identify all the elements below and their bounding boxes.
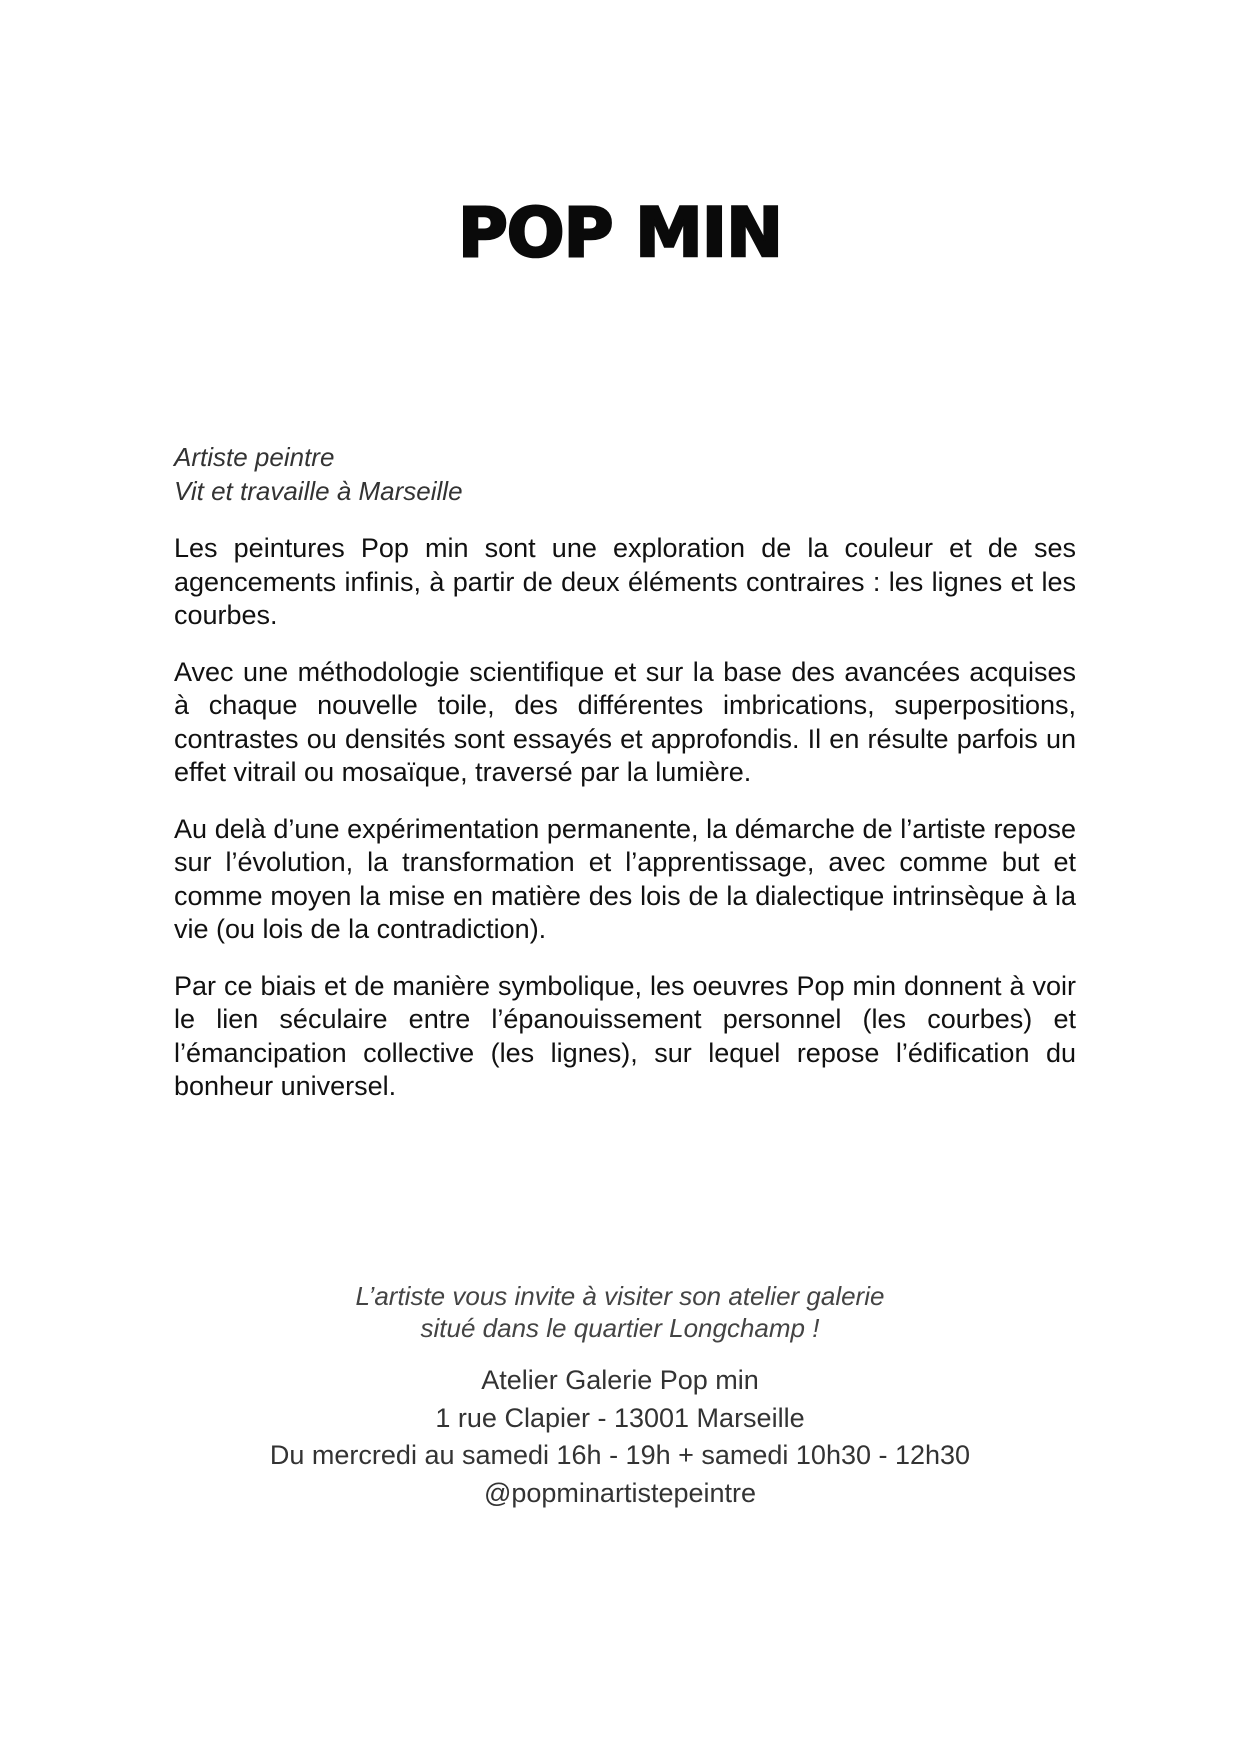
- artist-intro: [174, 440, 1074, 508]
- artist-role: Artiste peintre: [174, 442, 335, 472]
- paragraph: Les peintures Pop min sont une exploration de la couleur et de ses agencements infinis, à partir de deux éléments contraires : les lignes et les courbes.: [174, 533, 1076, 630]
- artist-statement: [174, 532, 1076, 1127]
- gallery-address: 1 rue Clapier - 13001 Marseille: [435, 1402, 805, 1433]
- gallery-name: Atelier Galerie Pop min: [481, 1365, 759, 1395]
- paragraph: Par ce biais et de manière symbolique, les oeuvres Pop min donnent à voir le lien séculaire entre l’épanouissement personnel (les courbes) et l’émancipation collective (les lignes), sur lequel repose l’édification du bonheur universel.: [174, 970, 1076, 1101]
- contact-block: [0, 1362, 1240, 1512]
- invitation-line: situé dans le quartier Longchamp !: [420, 1313, 820, 1343]
- page-title: POP MIN: [457, 194, 783, 273]
- invitation-line: L’artiste vous invite à visiter son atelier galerie: [355, 1281, 885, 1311]
- paragraph: Au delà d’une expérimentation permanente, la démarche de l’artiste repose sur l’évolution, la transformation et l’apprentissage, avec comme but et comme moyen la mise en matière des lois de la dialectique intrinsèque à la vie (ou lois de la contradiction).: [174, 813, 1076, 944]
- artist-location: Vit et travaille à Marseille: [174, 476, 463, 506]
- invitation: [0, 1280, 1240, 1344]
- paragraph: Avec une méthodologie scientifique et sur la base des avancées acquises à chaque nouvelle toile, des différentes imbrications, superpositions, contrastes ou densités sont essayés et approfondis. Il en résulte parfois un effet vitrail ou mosaïque, traversé par la lumière.: [174, 656, 1076, 787]
- opening-hours: Du mercredi au samedi 16h - 19h + samedi 10h30 - 12h30: [269, 1440, 971, 1470]
- social-handle: @popminartistepeintre: [483, 1477, 757, 1508]
